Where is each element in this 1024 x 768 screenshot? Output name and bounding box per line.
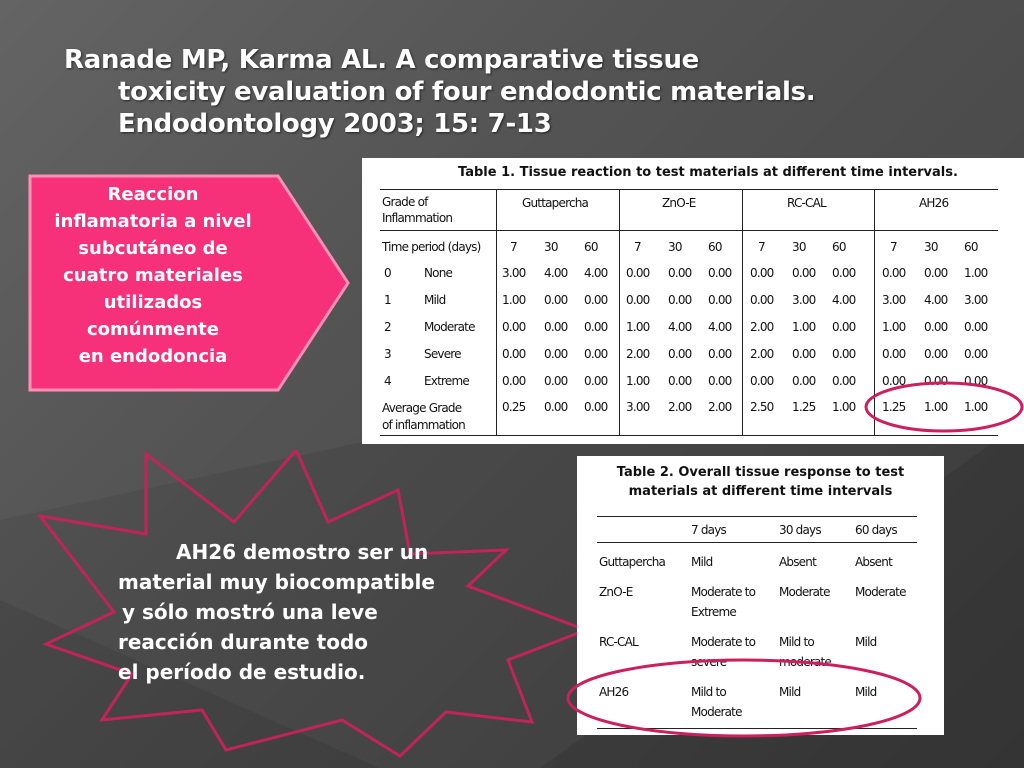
- table1-value-cell: 0.00: [544, 374, 568, 388]
- star-line: y sólo mostró una leve: [122, 600, 378, 624]
- table1-value-cell: 0.00: [544, 347, 568, 361]
- table1-grade-number: 1: [384, 293, 391, 307]
- table2-cell-line: Mild: [855, 685, 877, 699]
- table2-cell-line: severe: [691, 655, 727, 669]
- table1-value-cell: 0.00: [832, 374, 856, 388]
- arrow-line: subcutáneo de: [78, 238, 228, 259]
- table1-value-cell: 0.00: [584, 320, 608, 334]
- table1-day-header: 30: [668, 240, 682, 254]
- table1-average-cell: 1.00: [832, 400, 856, 414]
- table1-value-cell: 0.00: [832, 347, 856, 361]
- table2-title-line: Table 2. Overall tissue response to test: [616, 465, 905, 480]
- table1-average-cell: 0.00: [544, 400, 568, 414]
- table1-grade-number: 0: [384, 266, 391, 280]
- table2-material-cell: RC-CAL: [599, 635, 638, 649]
- table2-cell-line: Mild: [779, 685, 801, 699]
- table1-value-cell: 0.00: [792, 374, 816, 388]
- table1-average-cell: 2.50: [750, 400, 774, 414]
- table1-average-cell: 2.00: [668, 400, 692, 414]
- table2-response-cell: [691, 632, 755, 672]
- table1-value-cell: 3.00: [882, 293, 906, 307]
- table1-title: Table 1. Tissue reaction to test materials at different time intervals.: [458, 165, 958, 180]
- table2-response-cell: [691, 682, 742, 722]
- table1-day-header: 7: [634, 240, 641, 254]
- table1-value-cell: 1.00: [626, 320, 650, 334]
- table1-value-cell: 2.00: [750, 320, 774, 334]
- table1-day-header: 60: [832, 240, 846, 254]
- table1-value-cell: 0.00: [882, 266, 906, 280]
- table1-day-header: 60: [964, 240, 978, 254]
- arrow-line: en endodoncia: [78, 346, 228, 367]
- table2-response-cell: [779, 632, 831, 672]
- table2-response-cell: [855, 632, 876, 652]
- table1-average-label: [382, 400, 465, 434]
- table1-value-cell: 0.00: [924, 374, 948, 388]
- table2-cell-line: Mild: [691, 555, 713, 569]
- table1-average-cell: 1.25: [792, 400, 816, 414]
- explosion-callout-text: [118, 537, 498, 687]
- table2-header: 30 days: [779, 523, 821, 537]
- table2-header: 7 days: [691, 523, 726, 537]
- table1-grade-label: Extreme: [424, 374, 469, 388]
- table1-value-cell: 2.00: [750, 347, 774, 361]
- table1-value-cell: 1.00: [882, 320, 906, 334]
- arrow-line: utilizados: [103, 292, 203, 313]
- table1-divider: [496, 189, 497, 435]
- table2-title-line: materials at different time intervals: [628, 484, 893, 499]
- table1-value-cell: 0.00: [964, 347, 988, 361]
- table1-material-header: Guttapercha: [522, 196, 589, 210]
- star-line: material muy biocompatible: [118, 570, 435, 594]
- table1-divider: [742, 189, 743, 435]
- table1-value-cell: 4.00: [544, 266, 568, 280]
- table1-time-label: Time period (days): [382, 240, 481, 254]
- star-line: AH26 demostro ser un: [176, 540, 429, 564]
- table2-cell-line: Mild: [855, 635, 877, 649]
- table1-grade-number: 2: [384, 320, 391, 334]
- table1-value-cell: 0.00: [924, 266, 948, 280]
- table1-value-cell: 1.00: [964, 266, 988, 280]
- table2-material-cell: AH26: [599, 685, 629, 699]
- table1-value-cell: 4.00: [924, 293, 948, 307]
- table2-cell-line: Moderate: [691, 705, 742, 719]
- arrow-line: comúnmente: [86, 319, 219, 340]
- title-line-3: Endodontology 2003; 15: 7-13: [118, 109, 552, 139]
- arrow-callout-text: [38, 181, 268, 370]
- table2-rule: [597, 516, 917, 517]
- table1-value-cell: 4.00: [668, 320, 692, 334]
- table1-grade-header: [382, 194, 452, 226]
- average-label-line: Average Grade: [382, 401, 462, 415]
- table2-cell-line: Moderate to: [691, 585, 756, 599]
- title-line-2: toxicity evaluation of four endodontic materials.: [118, 77, 816, 107]
- table2-response-cell: [855, 682, 876, 702]
- table1-value-cell: 0.00: [964, 374, 988, 388]
- table1-value-cell: 0.00: [924, 320, 948, 334]
- table1-value-cell: 0.00: [668, 293, 692, 307]
- table1-grade-number: 4: [384, 374, 391, 388]
- arrow-line: inflamatoria a nivel: [54, 211, 252, 232]
- table1-value-cell: 0.00: [626, 266, 650, 280]
- table2-header: 60 days: [855, 523, 897, 537]
- title-line-1: Ranade MP, Karma AL. A comparative tissue: [64, 45, 699, 75]
- table2-rule: [597, 728, 917, 729]
- table1-grade-label: Mild: [424, 293, 446, 307]
- table2-cell-line: Moderate to: [691, 635, 756, 649]
- table1-value-cell: 0.00: [750, 266, 774, 280]
- table1-grade-label: Moderate: [424, 320, 475, 334]
- table2-response-cell: [855, 552, 892, 572]
- table1-average-cell: 3.00: [626, 400, 650, 414]
- table1-value-cell: 0.00: [792, 266, 816, 280]
- table1-average-cell: 0.00: [584, 400, 608, 414]
- arrow-line: cuatro materiales: [63, 265, 243, 286]
- table1-value-cell: 0.00: [832, 266, 856, 280]
- table2-cell-line: Absent: [855, 555, 892, 569]
- average-label-line: of inflammation: [382, 418, 465, 432]
- table1-value-cell: 0.00: [882, 347, 906, 361]
- table1-figure: [362, 158, 1024, 444]
- table1-day-header: 7: [890, 240, 897, 254]
- table2-cell-line: Mild to: [779, 635, 814, 649]
- table1-value-cell: 0.00: [832, 320, 856, 334]
- table1-value-cell: 0.00: [708, 347, 732, 361]
- slide-title: [64, 44, 1004, 140]
- table1-value-cell: 0.00: [502, 320, 526, 334]
- table1-day-header: 30: [792, 240, 806, 254]
- table1-rule: [380, 435, 998, 436]
- table2-cell-line: Extreme: [691, 605, 736, 619]
- table2-cell-line: moderate: [779, 655, 832, 669]
- table2-response-cell: [855, 582, 906, 602]
- table1-rule: [380, 230, 998, 231]
- table1-value-cell: 0.00: [584, 347, 608, 361]
- table1-average-cell: 1.00: [964, 400, 988, 414]
- table1-day-header: 7: [758, 240, 765, 254]
- star-line: el período de estudio.: [118, 660, 366, 684]
- table1-day-header: 7: [510, 240, 517, 254]
- table1-value-cell: 0.00: [502, 374, 526, 388]
- table1-value-cell: 0.00: [792, 347, 816, 361]
- table1-grade-label: Severe: [424, 347, 461, 361]
- table1-value-cell: 0.00: [584, 293, 608, 307]
- table1-value-cell: 0.00: [668, 266, 692, 280]
- table1-grade-label: None: [424, 266, 453, 280]
- table1-value-cell: 0.00: [544, 320, 568, 334]
- table1-rule: [380, 189, 998, 190]
- table1-value-cell: 0.00: [668, 347, 692, 361]
- table1-day-header: 30: [924, 240, 938, 254]
- table1-day-header: 60: [708, 240, 722, 254]
- table1-value-cell: 0.00: [584, 374, 608, 388]
- table2-response-cell: [779, 582, 830, 602]
- table2-rule: [597, 542, 917, 543]
- star-line: reacción durante todo: [118, 630, 369, 654]
- table1-value-cell: 3.00: [792, 293, 816, 307]
- table1-day-header: 60: [584, 240, 598, 254]
- arrow-line: Reaccion: [107, 184, 199, 205]
- table2-response-cell: [691, 582, 755, 622]
- table1-value-cell: 4.00: [832, 293, 856, 307]
- table2-cell-line: Moderate: [779, 585, 830, 599]
- table2-response-cell: [779, 552, 816, 572]
- table1-value-cell: 3.00: [964, 293, 988, 307]
- grade-header-line: Grade of: [382, 195, 428, 209]
- table1-value-cell: 4.00: [708, 320, 732, 334]
- table1-divider: [874, 189, 875, 435]
- table1-value-cell: 0.00: [964, 320, 988, 334]
- table1-value-cell: 3.00: [502, 266, 526, 280]
- table1-divider: [619, 189, 620, 435]
- table2-response-cell: [691, 552, 712, 572]
- table1-value-cell: 0.00: [544, 293, 568, 307]
- table2-response-cell: [779, 682, 800, 702]
- table1-value-cell: 0.00: [750, 374, 774, 388]
- table2-material-cell: Guttapercha: [599, 555, 666, 569]
- table1-value-cell: 0.00: [708, 374, 732, 388]
- table1-average-cell: 2.00: [708, 400, 732, 414]
- table1-value-cell: 2.00: [626, 347, 650, 361]
- table2-cell-line: Moderate: [855, 585, 906, 599]
- table1-value-cell: 0.00: [882, 374, 906, 388]
- table2-cell-line: Mild to: [691, 685, 726, 699]
- table2-cell-line: Absent: [779, 555, 816, 569]
- table1-value-cell: 0.00: [502, 347, 526, 361]
- table1-material-header: AH26: [919, 196, 949, 210]
- grade-header-line: Inflammation: [382, 211, 453, 225]
- table1-value-cell: 1.00: [626, 374, 650, 388]
- table1-grade-number: 3: [384, 347, 391, 361]
- table1-value-cell: 0.00: [924, 347, 948, 361]
- table1-average-cell: 0.25: [502, 400, 526, 414]
- table1-value-cell: 4.00: [584, 266, 608, 280]
- table1-value-cell: 1.00: [792, 320, 816, 334]
- table1-value-cell: 0.00: [668, 374, 692, 388]
- table1-day-header: 30: [544, 240, 558, 254]
- table1-material-header: ZnO-E: [662, 196, 696, 210]
- table1-value-cell: 1.00: [502, 293, 526, 307]
- table1-average-cell: 1.25: [882, 400, 906, 414]
- table2-figure: [577, 456, 944, 735]
- table1-value-cell: 0.00: [708, 293, 732, 307]
- table1-value-cell: 0.00: [626, 293, 650, 307]
- table1-value-cell: 0.00: [708, 266, 732, 280]
- table2-title: [577, 463, 944, 501]
- table1-value-cell: 0.00: [750, 293, 774, 307]
- table1-material-header: RC-CAL: [787, 196, 826, 210]
- table2-material-cell: ZnO-E: [599, 585, 633, 599]
- table1-average-cell: 1.00: [924, 400, 948, 414]
